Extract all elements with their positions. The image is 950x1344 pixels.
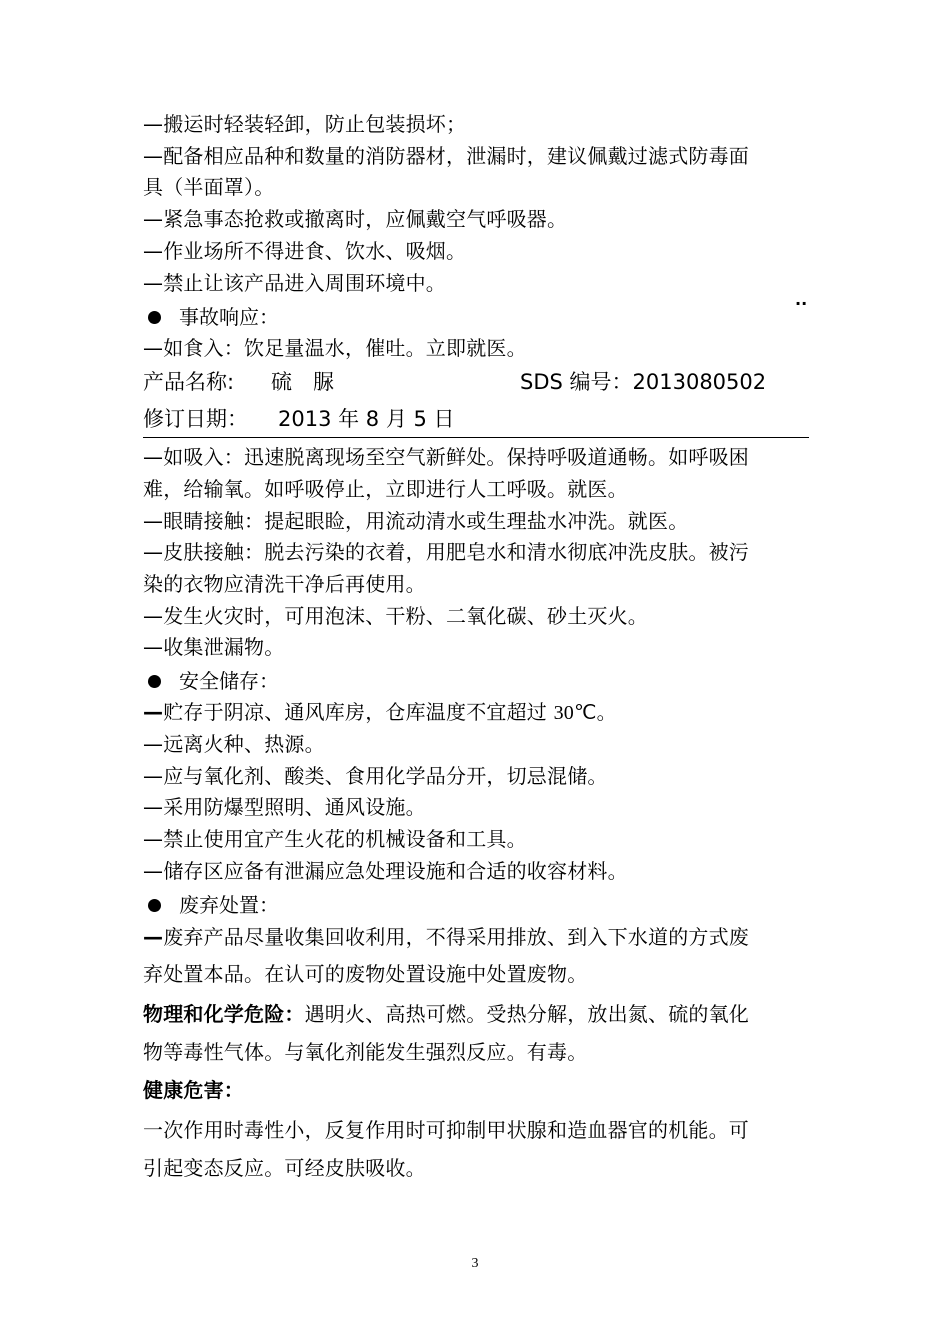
- corner-mark: ..: [795, 290, 808, 309]
- text-line: —发生火灾时，可用泡沫、干粉、二氧化碳、砂土灭火。: [143, 604, 648, 628]
- dash-mark: —: [143, 925, 164, 949]
- text-line: —紧急事态抢救或撤离时，应佩戴空气呼吸器。: [143, 207, 568, 231]
- section-heading-accident: [143, 303, 279, 331]
- header-divider: [143, 437, 809, 438]
- text-line: 物等毒性气体。与氧化剂能发生强烈反应。有毒。: [143, 1040, 588, 1064]
- product-name: 硫 脲: [271, 370, 334, 394]
- text-line: [143, 923, 813, 951]
- text-fragment: 废弃产品尽量收集回收利用，不得采用排放、到入下水道的方式废: [163, 925, 750, 949]
- health-hazard-label: 健康危害：: [143, 1078, 244, 1102]
- text-fragment: 贮存于阴凉、通风库房，仓库温度不宜超过: [163, 700, 548, 724]
- section-heading-storage: [143, 667, 279, 695]
- text-line: —作业场所不得进食、饮水、吸烟。: [143, 239, 467, 263]
- revision-date-label: 修订日期：: [143, 407, 248, 431]
- section-label: 安全储存：: [179, 669, 279, 693]
- text-line: 具（半面罩）。: [143, 175, 275, 199]
- text-line: [143, 698, 813, 727]
- section-label: 废弃处置：: [179, 893, 279, 917]
- section-label: 事故响应：: [179, 305, 279, 329]
- text-line: —远离火种、热源。: [143, 732, 325, 756]
- hazard-label: 物理和化学危险：: [143, 1002, 305, 1026]
- bullet-icon: [148, 311, 161, 324]
- product-name-label: 产品名称:: [143, 370, 235, 394]
- text-line: 一次作用时毒性小，反复作用时可抑制甲状腺和造血器官的机能。可: [143, 1118, 749, 1142]
- page-number: 3: [471, 1256, 479, 1271]
- bullet-icon: [148, 675, 161, 688]
- text-line: 弃处置本品。在认可的废物处置设施中处置废物。: [143, 962, 588, 986]
- text-line: —应与氧化剂、酸类、食用化学品分开，切忌混储。: [143, 764, 608, 788]
- text-line: —收集泄漏物。: [143, 635, 285, 659]
- bullet-icon: [148, 899, 161, 912]
- text-line: —采用防爆型照明、通风设施。: [143, 795, 426, 819]
- text-line: 引起变态反应。可经皮肤吸收。: [143, 1156, 426, 1180]
- text-line: —搬运时轻装轻卸，防止包装损坏；: [143, 112, 467, 136]
- text-line: —眼睛接触：提起眼睑，用流动清水或生理盐水冲洗。就医。: [143, 509, 689, 533]
- sds-number-label: SDS 编号：: [520, 370, 633, 394]
- text-line: —如食入：饮足量温水，催吐。立即就医。: [143, 336, 527, 360]
- revision-date: 2013 年 8 月 5 日: [278, 407, 455, 431]
- text-line: 染的衣物应清洗干净后再使用。: [143, 572, 426, 596]
- text-line: —禁止使用宜产生火花的机械设备和工具。: [143, 827, 527, 851]
- text-line: —配备相应品种和数量的消防器材，泄漏时，建议佩戴过滤式防毒面: [143, 144, 749, 168]
- text-line: [143, 1000, 813, 1028]
- text-line: —皮肤接触：脱去污染的衣着，用肥皂水和清水彻底冲洗皮肤。被污: [143, 540, 749, 564]
- text-fragment: 。: [596, 700, 617, 724]
- sds-number: 2013080502: [632, 370, 767, 394]
- dash-mark: —: [143, 700, 164, 724]
- sds-number-row: [520, 367, 766, 397]
- text-line: —储存区应备有泄漏应急处理设施和合适的收容材料。: [143, 859, 628, 883]
- section-heading-disposal: [143, 891, 279, 919]
- text-fragment: 遇明火、高热可燃。受热分解，放出氮、硫的氧化: [304, 1002, 750, 1026]
- temperature-value: 30℃: [553, 702, 597, 724]
- text-line: —禁止让该产品进入周围环境中。: [143, 271, 446, 295]
- text-line: —如吸入：迅速脱离现场至空气新鲜处。保持呼吸道通畅。如呼吸困: [143, 445, 749, 469]
- text-line: 难，给输氧。如呼吸停止，立即进行人工呼吸。就医。: [143, 477, 628, 501]
